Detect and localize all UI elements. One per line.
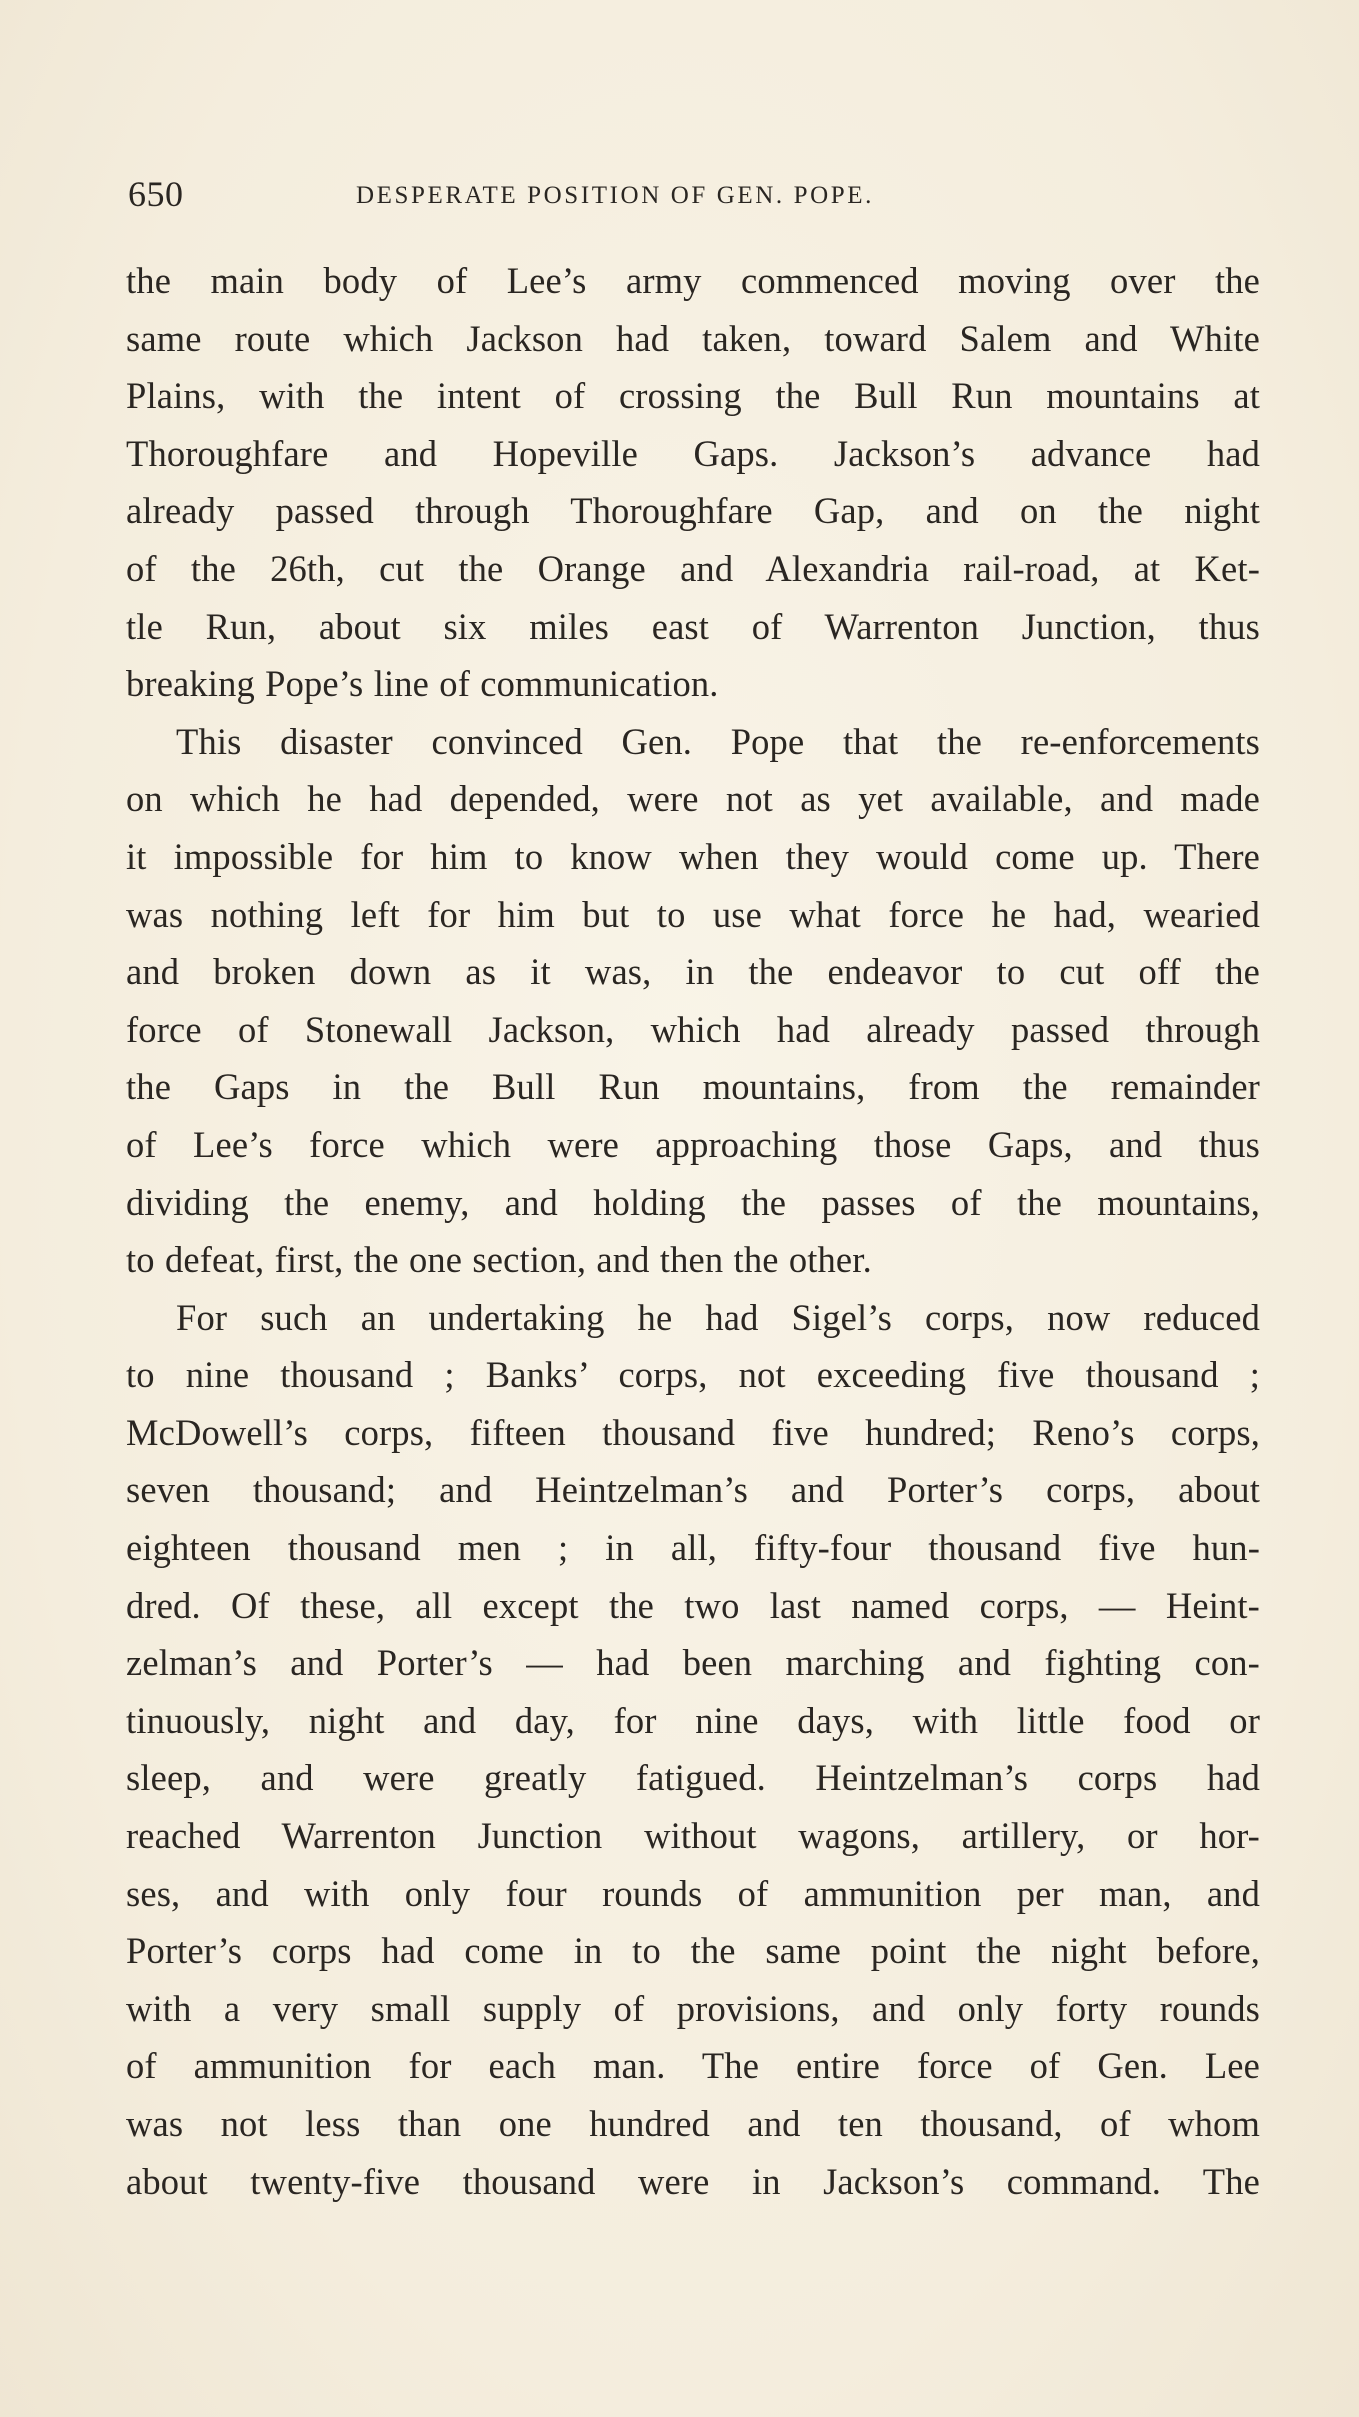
text-line: was nothing left for him but to use what force he had, wearied [126,893,1260,935]
text-line: Porter’s corps had come in to the same point the night before, [126,1930,1260,1972]
text-line: force of Stonewall Jackson, which had already passed through [126,1008,1260,1050]
text-line: ses, and with only four rounds of ammunition per man, and [126,1872,1260,1914]
text-line: of ammunition for each man. The entire force of Gen. Lee [126,2045,1260,2087]
text-line: seven thousand; and Heintzelman’s and Porter’s corps, about [126,1469,1260,1511]
page-number: 650 [128,174,184,214]
text-line: was not less than one hundred and ten thousand, of whom [126,2103,1260,2144]
running-title: DESPERATE POSITION OF GEN. POPE. [356,182,874,209]
text-line: the main body of Lee’s army commenced moving over the [126,260,1260,301]
text-line: it impossible for him to know when they would come up. There [126,835,1260,877]
text-line: tle Run, about six miles east of Warrenton Junction, thus [126,605,1260,647]
running-head [128,172,1033,216]
text-line: the Gaps in the Bull Run mountains, from the remainder [126,1066,1260,1108]
text-line: with a very small supply of provisions, and only forty rounds [126,1987,1260,2029]
text-line: Plains, with the intent of crossing the Bull Run mountains at [126,375,1260,417]
text-line: and broken down as it was, in the endeavor to cut off the [126,951,1260,993]
text-line: about twenty-five thousand were in Jackson’s command. The [126,2160,1260,2202]
text-line: on which he had depended, were not as yet available, and made [126,778,1260,820]
text-line: to nine thousand ; Banks’ corps, not exceeding five thousand ; [126,1354,1260,1396]
paragraph-first-line: This disaster convinced Gen. Pope that the re-enforcements [176,720,1260,762]
body-text [126,252,1260,2210]
text-line: tinuously, night and day, for nine days, with little food or [126,1699,1260,1741]
text-line: sleep, and were greatly fatigued. Heintzelman’s corps had [126,1757,1260,1799]
text-line: eighteen thousand men ; in all, fifty-four thousand five hun- [126,1527,1260,1569]
text-line: McDowell’s corps, fifteen thousand five hundred; Reno’s corps, [126,1411,1260,1453]
text-line: to defeat, first, the one section, and then the other. [126,1239,872,1281]
text-line: Thoroughfare and Hopeville Gaps. Jackson’s advance had [126,432,1260,474]
text-line: dred. Of these, all except the two last named corps, — Heint- [126,1584,1260,1626]
text-line: dividing the enemy, and holding the passes of the mountains, [126,1181,1260,1223]
text-line: same route which Jackson had taken, toward Salem and White [126,317,1260,359]
paragraph-first-line: For such an undertaking he had Sigel’s corps, now reduced [176,1296,1260,1338]
text-line: already passed through Thoroughfare Gap, and on the night [126,490,1260,532]
text-line: of the 26th, cut the Orange and Alexandria rail-road, at Ket- [126,547,1260,589]
text-line: of Lee’s force which were approaching those Gaps, and thus [126,1123,1260,1165]
text-line: breaking Pope’s line of communication. [126,663,719,705]
text-line: reached Warrenton Junction without wagons, artillery, or hor- [126,1815,1260,1857]
text-line: zelman’s and Porter’s — had been marching and fighting con- [126,1642,1260,1684]
